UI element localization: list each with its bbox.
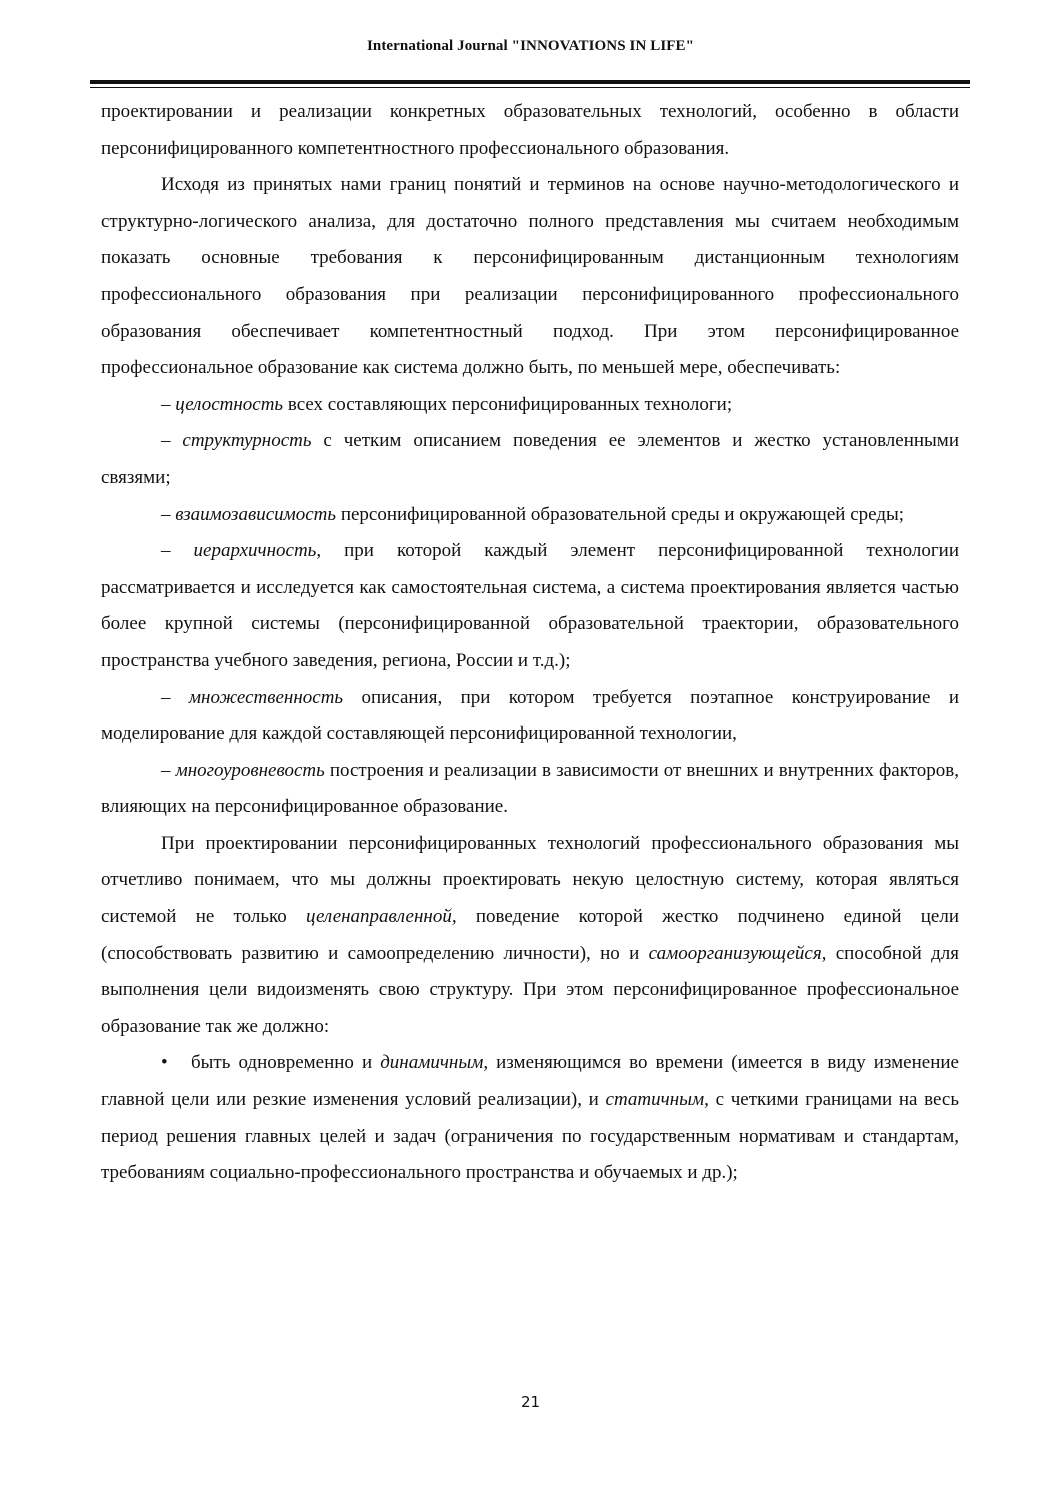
list-text: , при которой каждый элемент персонифицированной технологии рассматривается и исследуется как самостоятельная система, а система проектирования является частью более крупной системы (персонифицированной образовательной траектории, образовательного пространства учебного заведения, региона, России и т.д.); [101, 540, 960, 671]
text-segment: способной для выполнения цели видоизменять свою структуру. При этом персонифицированное профессиональное образование так же должно: [101, 942, 959, 1037]
list-text: описания, при котором требуется поэтапное конструирование и моделирование для каждой составляющей персонифицированной технологии, [101, 686, 960, 745]
list-item-interdependence [101, 497, 959, 534]
list-text: всех составляющих персонифицированных технологи; [283, 393, 733, 415]
list-term: взаимозависимость [175, 503, 337, 525]
list-item-multilevel [101, 753, 959, 826]
header-rule-thin [90, 87, 970, 88]
italic-term: самоорганизующейся, [648, 942, 827, 964]
header-rule-thick [90, 80, 970, 84]
bullet-icon: • [161, 1052, 168, 1074]
list-term: целостность [175, 393, 284, 415]
italic-term: целенаправленной, [306, 906, 457, 928]
text-segment: изменяющимся во времени (имеется в виду изменение главной цели или резкие изменения условий реализации), и [101, 1052, 959, 1111]
list-dash: – [161, 503, 176, 525]
list-dash: – [161, 759, 176, 781]
list-item-integrity [101, 387, 959, 424]
paragraph-requirements-intro: Исходя из принятых нами границ понятий и терминов на основе научно-методологического и структурно-логического анализа, для достаточно полного представления мы считаем необходимым показать основные требования к персонифицированным дистанционным технологиям профессионального образования при реализации персонифицированного профессионального образования обеспечивает компетентностный подход. При этом персонифицированное профессиональное образование как система должно быть, по меньшей мере, обеспечивать: [101, 174, 959, 379]
list-text: построения и реализации в зависимости от внешних и внутренних факторов, влияющих на персонифицированное образование. [101, 759, 959, 818]
list-item-multiplicity [101, 680, 959, 753]
text-segment: быть одновременно и [191, 1052, 381, 1074]
text-segment: с четкими границами на весь период решения главных целей и задач (ограничения по государственным нормативам и стандартам, требованиям социально-профессионального пространства и обучаемых и др.); [101, 1089, 959, 1184]
list-dash: – [161, 686, 189, 708]
page-number: 21 [520, 1393, 541, 1411]
text-segment: поведение которой жестко подчинено единой цели (способствовать развитию и самоопределению личности), но и [101, 906, 959, 964]
paragraph-design-system [101, 826, 959, 1046]
journal-header: International Journal "INNOVATIONS IN LIFE" [366, 38, 695, 54]
list-term: структурность [182, 430, 312, 452]
list-dash: – [161, 430, 183, 452]
page-body [101, 94, 959, 1192]
list-term: иерархичность [193, 540, 317, 562]
text-segment: При проектировании персонифицированных технологий профессионального образования мы отчетливо понимаем, что мы должны проектировать некую целостную систему, которая являться системой не только [101, 832, 959, 928]
list-dash: – [161, 393, 176, 415]
bullet-item-dynamic-static [101, 1045, 959, 1191]
list-term: множественность [188, 686, 344, 708]
list-term: многоуровневость [175, 759, 325, 781]
list-dash: – [161, 540, 194, 562]
list-text: персонифицированной образовательной среды и окружающей среды; [336, 503, 905, 525]
italic-term: динамичным, [380, 1052, 489, 1074]
list-item-structure [101, 423, 959, 496]
italic-term: статичным, [605, 1089, 709, 1111]
list-item-hierarchy [101, 533, 959, 679]
paragraph-continuation: проектировании и реализации конкретных образовательных технологий, особенно в области персонифицированного компетентностного профессионального образования. [101, 101, 959, 159]
list-text: с четким описанием поведения ее элементов и жестко установленными связями; [101, 430, 959, 488]
